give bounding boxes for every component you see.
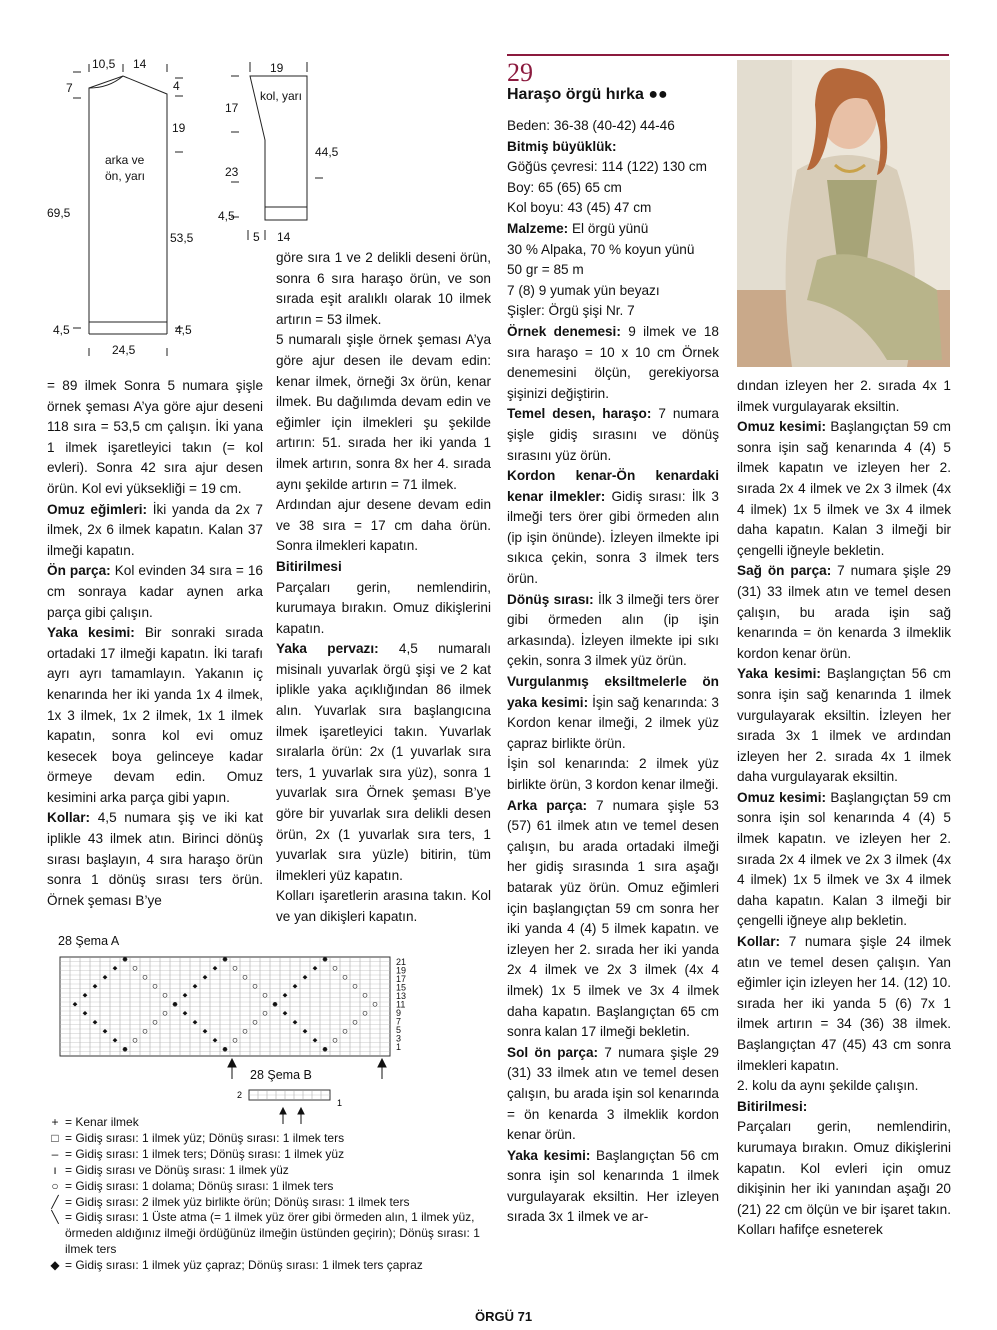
paragraph-heading: Sağ ön parça: [737, 563, 832, 579]
paragraph-text: 4,5 numara şiş ve iki kat iplikle 43 ilmek atın. Birinci dönüş sırası başlayın, 4 sıra haraşo örün sonra 1 dönüş sırası ters örün. Örnek şeması B’ye [47, 810, 263, 908]
paragraph [507, 281, 719, 302]
arrow-icon [228, 1059, 236, 1067]
legend-item [45, 1147, 485, 1163]
page-footer: ÖRGÜ 71 [475, 1309, 533, 1324]
legend-text: = Gidiş sırası: 1 Üste atma (= 1 ilmek yüz örer gibi örmeden alın, 1 ilmek yüz, örmeden aldığınız ilmeği ördüğünüz ilmeğin üstünden geçirin); Dönüş sırası: 1 ilmek ters [65, 1210, 480, 1257]
sleeve-schematic [215, 52, 345, 252]
pattern-title: Haraşo örgü hırka ●● [507, 86, 668, 103]
diamond-icon [83, 993, 88, 997]
paragraph-text: Bir sonraki sırada ortadaki 17 ilmeği kapatın. İki tarafı ayrı ayrı tamamlayın. Yakanın iç kenarında her iki yanda 1x 4 ilmek, 1x 3 ilmek, 1x 2 ilmek, 1x 1 ilmek kapatın, sonra kol evi omuz kesecek boya gelinceye kadar örmeye devam edin. Omuz kesimini arka parça gibi yapın. [47, 625, 264, 805]
paragraph [507, 796, 719, 1043]
circle-icon [363, 993, 367, 997]
circle-icon [143, 975, 147, 979]
chart-a-row-number: 1 [396, 1042, 402, 1052]
circle-icon [233, 1038, 237, 1042]
paragraph [507, 466, 719, 590]
pattern-number: 29 [507, 58, 533, 87]
diamond-icon [283, 993, 288, 997]
paragraph-heading: Ön parça: [47, 563, 111, 579]
paragraph-text: Boy: 65 (65) 65 cm [507, 179, 622, 195]
circle-icon [163, 993, 167, 997]
paragraph-text: Başlangıçtan 59 cm sonra işin sağ kenarında 4 (4) 5 ilmek kapatın ve izleyen her 2. sırada 2x 4 ilmek ve 2x 3 ilmek (4x 4 ilmek) 1x 5 ilmek ve 3x 4 ilmek daha kapatın. Kalan 3 ilmeği bir çengelli iğneyle bekletin. [737, 419, 951, 558]
diamond-icon [113, 966, 118, 970]
paragraph [276, 495, 491, 557]
text-column-1 [47, 376, 263, 911]
sleeve-measure-total: 44,5 [315, 145, 339, 159]
paragraph [276, 578, 491, 640]
diamond-icon [283, 1011, 288, 1015]
circle-icon [133, 966, 137, 970]
sleeve-measure-upper: 17 [225, 101, 239, 115]
piece-label-line2: ön, yarı [105, 169, 146, 183]
legend-item [45, 1195, 485, 1211]
paragraph-text: Gidiş sırası: İlk 3 ilmeği ters örer gibi örmeden alın (ip işin önünde). İzleyen ilmekte ipi sıkıca çekin, sonra 3 ilmek ters örün. [507, 488, 719, 587]
paragraph [507, 672, 719, 754]
measure-shoulder: 4 [173, 79, 180, 93]
paragraph-text: İşin sol kenarında: 2 ilmek yüz birlikte örün, 3 kordon kenar ilmeği. [507, 756, 719, 792]
backslash-icon: ╲ [51, 1210, 59, 1225]
paragraph [737, 1076, 951, 1097]
paragraph [507, 590, 719, 672]
paragraph-heading: Arka parça: [507, 797, 588, 813]
legend-item [45, 1115, 485, 1131]
circle-icon [343, 1029, 347, 1033]
paragraph [737, 376, 951, 417]
diamond-icon [303, 975, 308, 979]
paragraph-text: Kol boyu: 43 (45) 47 cm [507, 200, 652, 216]
diamond-icon [73, 1002, 78, 1006]
model-photo [737, 60, 950, 367]
paragraph-text: 7 numara şişle 24 ilmek atın ve temel desen çalışın. Yan eğimler için izleyen her 14. (12) 10. sırada her iki yanda 5 (6) 7x 1 ilmek artırın = 34 (36) 38 ilmek. Başlangıçtan 47 (45) 43 cm sonra ilmekleri kapatın. [737, 934, 951, 1073]
diamond-icon [203, 1029, 208, 1033]
chart-a-row-number: 11 [396, 999, 406, 1010]
chart-a-row-number: 9 [396, 1008, 402, 1018]
paragraph [507, 240, 719, 261]
paragraph-text: = 89 ilmek Sonra 5 numara şişle örnek şeması A’ya göre ajur deseni 118 sıra = 53,5 cm çalışın. İki yana 1 ilmek işaretleyici takın (= kol evleri). Sonra 42 sıra ajur desen örün. Kol evi yüksekliği = 19 cm. [47, 378, 263, 496]
paragraph [276, 330, 491, 495]
paragraph [507, 260, 719, 281]
paragraph-heading: Omuz kesimi: [737, 419, 826, 435]
dash-icon: – [51, 1146, 59, 1161]
paragraph [737, 788, 951, 932]
paragraph [276, 639, 491, 886]
legend-text: = Kenar ilmek [65, 1115, 139, 1129]
paragraph-heading: Dönüş sırası: [507, 591, 594, 607]
legend-text: = Gidiş sırası ve Dönüş sırası: 1 ilmek yüz [65, 1162, 289, 1177]
paragraph-text: 7 (8) 9 yumak yün beyazı [507, 282, 660, 298]
arrow-icon [298, 1108, 304, 1114]
paragraph-text: 7 numara şişle gidiş sırasını ve dönüş sırasını yüz örün. [507, 406, 719, 463]
diamond-icon [293, 1020, 298, 1024]
paragraph-heading: Vurgulanmış eksiltmelerle ön yaka kesimi: [507, 674, 719, 710]
measure-total-height: 69,5 [47, 206, 71, 220]
paragraph [507, 198, 719, 219]
paragraph-heading: Yaka kesimi: [737, 666, 821, 682]
paragraph [276, 886, 491, 927]
paragraph-text: Başlangıçtan 59 cm sonra işin sol kenarında 4 (4) 5 ilmek kapatın. ve izleyen her 2. sırada 2x 4 ilmek ve 2x 3 ilmek (4x 4 ilmek) 1x 5 ilmek ve 3x 4 ilmek daha kapatın. Kalan 3 ilmeği bir çengelli iğneye alıp bekletin. [737, 789, 951, 929]
circle-icon [353, 1020, 357, 1024]
paragraph-text: Parçaları gerin, nemlendirin, kurumaya bırakın. Omuz dikişlerini kapatın. [276, 579, 491, 636]
paragraph-heading: Omuz kesimi: [737, 789, 826, 805]
paragraph-text: Başlangıçtan 56 cm sonra işin sol kenarında 1 ilmek vurgulayarak eksiltin. Her izleyen sırada 3x 1 ilmek ve ar- [507, 1147, 720, 1225]
diamond-icon [93, 1020, 98, 1024]
paragraph [47, 623, 263, 808]
circle-icon [243, 1029, 247, 1033]
legend-item [45, 1210, 485, 1258]
circle-icon [153, 984, 157, 988]
paragraph [507, 404, 719, 466]
slash-icon: ╱ [51, 1194, 59, 1209]
circle-icon [233, 966, 237, 970]
measure-armhole: 19 [172, 121, 186, 135]
diamond-icon [193, 984, 198, 988]
diamond-icon [313, 966, 318, 970]
chart-a-title: 28 Şema A [58, 934, 120, 948]
chart-a-row-number: 15 [396, 982, 407, 993]
circle-icon [153, 1020, 157, 1024]
legend-item [45, 1258, 485, 1274]
paragraph [737, 664, 951, 788]
paragraph-heading: Yaka kesimi: [507, 1147, 591, 1163]
paragraph-text: İlk 3 ilmeği ters örer gibi örmeden alın (ip işin arkasında). İzleyen ilmekte ipi sıkı çekin, sonra 3 ilmek yüz örün. [507, 591, 719, 669]
piece-label-line1: arka ve [105, 153, 145, 167]
paragraph-heading: Kordon kenar-Ön kenardaki kenar ilmekler: [507, 468, 719, 504]
chart-a-grid [58, 955, 428, 1085]
diamond-icon [213, 1038, 218, 1042]
paragraph [737, 417, 951, 561]
paragraph-text: Başlangıçtan 56 cm sonra işin sağ kenarında 1 ilmek vurgulayarak eksiltin. İzleyen her sırada 3x 1 ilmek ve ardından izleyen her 2. sırada 4x 1 ilmek daha vurgulayarak eksiltin. [737, 666, 952, 785]
paragraph-heading: Kollar: [737, 934, 781, 950]
measure-neck: 7 [66, 81, 73, 95]
arrow-icon [280, 1108, 286, 1114]
diamond-icon [313, 1038, 318, 1042]
text-column-2 [276, 248, 491, 928]
diamond-icon [203, 975, 208, 979]
paragraph [47, 500, 263, 562]
chart-a-row-number: 13 [396, 991, 407, 1001]
paragraph [47, 561, 263, 623]
measure-rib-left: 4,5 [53, 323, 70, 337]
measure-bottom-width: 24,5 [112, 343, 136, 357]
legend-text: = Gidiş sırası: 1 dolama; Dönüş sırası: 1 ilmek ters [65, 1178, 334, 1193]
diamond-icon [83, 1011, 88, 1015]
circle-icon [373, 1002, 377, 1006]
circle-icon [333, 1038, 337, 1042]
sleeve-measure-bottom-left: 5 [253, 230, 260, 244]
paragraph-heading: Bitirilmesi [276, 558, 342, 574]
paragraph-text: Ardından ajur desene devam edin ve 38 sıra = 17 cm daha örün. Sonra ilmekleri kapatın. [276, 497, 491, 554]
paragraph-text: Beden: 36-38 (40-42) 44-46 [507, 118, 675, 133]
paragraph-text: İşin sağ kenarında: 3 Kordon kenar ilmeği, 2 ilmek yüz çapraz birlikte örün. [507, 694, 719, 751]
paragraph [737, 932, 951, 1076]
paragraph-heading: Malzeme: [507, 220, 569, 236]
circle-icon [163, 1011, 167, 1015]
sleeve-measure-cuff: 4,5 [218, 209, 235, 223]
paragraph [507, 137, 719, 158]
measure-top-right: 14 [133, 57, 147, 71]
legend-item [45, 1163, 485, 1179]
chart-a-row-number: 17 [396, 974, 407, 984]
circle-icon [143, 1029, 147, 1033]
paragraph [276, 248, 491, 330]
chart-a-row-number: 5 [396, 1025, 402, 1035]
body-schematic [45, 52, 205, 362]
square-icon: □ [51, 1130, 59, 1145]
legend-text: = Gidiş sırası: 1 ilmek ters; Dönüş sırası: 1 ilmek yüz [65, 1146, 345, 1161]
circle-icon [263, 993, 267, 997]
paragraph [737, 561, 951, 664]
legend-text: = Gidiş sırası: 2 ilmek yüz birlikte örün; Dönüş sırası: 1 ilmek ters [65, 1194, 410, 1209]
paragraph-heading: Bitmiş büyüklük: [507, 138, 617, 154]
paragraph-text: 7 numara şişle 53 (57) 61 ilmek atın ve temel desen çalışın, bu arada ortadaki ilmeği her gidiş sırasında 1 sıra aşağı batarak yüz örün. Omuz eğimleri için başlangıçtan 59 cm sonra her iki yanda 4 (4) 5 ilmek kapatın. ve izleyen her 2. sırada her iki yanda 2x 4 ilmek ve 2x 3 ilmek (4x 4 ilmek) 1x 5 ilmek ve 3x 4 ilmek daha kapatın. Başlangıçtan 65 cm sonra kalan 17 ilmeği bekletin. [507, 797, 719, 1040]
paragraph-text: 7 numara şişle 29 (31) 33 ilmek atın ve temel desen çalışın, bu arada işin sağ kenarında = ön kenarda 3 ilmeklik kordon kenar örün. [737, 563, 951, 661]
paragraph-heading: Temel desen, haraşo: [507, 406, 652, 422]
measure-body-height: 53,5 [170, 231, 194, 245]
sleeve-measure-top: 19 [270, 61, 284, 75]
paragraph [507, 754, 719, 795]
circle-icon [353, 984, 357, 988]
diamond-icon [103, 1029, 108, 1033]
text-column-4 [737, 376, 951, 1241]
paragraph [507, 219, 719, 240]
paragraph [507, 116, 719, 137]
diamond-icon [183, 993, 188, 997]
paragraph-text: 2. kolu da aynı şekilde çalışın. [737, 1078, 919, 1094]
circle-icon [343, 975, 347, 979]
paragraph [276, 557, 491, 578]
sleeve-measure-lower: 23 [225, 165, 239, 179]
paragraph-text: Parçaları gerin, nemlendirin, kurumaya bırakın. Omuz dikişlerini kapatın. Kol evleri için omuz dikişinin her iki yanından aşağı 20 (21) 22 cm ölçün ve bir işaret takın. Kolları hafifçe esneterek [737, 1119, 951, 1238]
paragraph-heading: Yaka kesimi: [47, 625, 135, 641]
paragraph-text: Göğüs çevresi: 114 (122) 130 cm [507, 159, 707, 175]
paragraph-heading: Örnek denemesi: [507, 323, 621, 339]
chart-b-left-number: 2 [237, 1090, 243, 1100]
chart-a-row-number: 19 [396, 965, 407, 976]
stitch-legend [45, 1115, 485, 1274]
paragraph-text: Kol evinden 34 sıra = 16 cm sonraya kadar aynen arka parça gibi çalışın. [47, 563, 263, 620]
circle-icon [263, 1011, 267, 1015]
diamond-icon [213, 966, 218, 970]
chart-a-row-number: 3 [396, 1033, 402, 1044]
paragraph [737, 1117, 951, 1241]
paragraph-text: 5 numaralı şişle örnek şeması A’ya göre ajur desen ile devam edin: kenar ilmek, örneği 3x örün, kenar ilmek. Bu dağılımda devam edin ve eğimler için ilmekleri şu şekilde artırın: 51. sırada her iki yanda 1 ilmek artırın, sonra 8x her 4. sırada aynı şekilde artırın = 71 ilmek. [276, 332, 491, 492]
circle-icon [133, 1038, 137, 1042]
plus-icon: + [51, 1115, 59, 1129]
paragraph-text: 50 gr = 85 m [507, 262, 584, 278]
paragraph [507, 322, 719, 404]
sleeve-measure-bottom-right: 14 [277, 230, 291, 244]
paragraph-text: 4,5 numaralı misinalı yuvarlak örgü şişi ve 2 kat iplikle yaka açıklığından 86 ilmek alın. Yuvarlak sıra başlangıcına ilmek işaretleyici takın. Yuvarlak sıralarla örün: 2x (1 yuvarlak sıra ters, 1 yuvarlak sıra yüz), sonra 1 yuvarlak sıra Örnek şeması B’ye göre bir yuvarlak sıra delikli desen örün, 2x (1 yuvarlak sıra ters, 1 yuvarlak sıra yüzle) bitirin, tüm ilmekleri yüz kapatın. [276, 641, 491, 883]
paragraph [507, 178, 719, 199]
chart-a-row-number: 21 [396, 957, 407, 967]
measure-rib-right: 4,5 [175, 323, 192, 337]
circle-icon: ○ [51, 1178, 59, 1193]
paragraph-text: dından izleyen her 2. sırada 4x 1 ilmek vurgulayarak eksiltin. [737, 378, 951, 414]
chart-b-title: 28 Şema B [250, 1068, 312, 1082]
paragraph-heading: Yaka pervazı: [276, 641, 379, 657]
paragraph-text: Kolları işaretlerin arasına takın. Kol ve yan dikişleri kapatın. [276, 888, 491, 924]
paragraph-text: göre sıra 1 ve 2 delikli deseni örün, sonra 6 sıra haraşo örün, ve son sırada eşit aralıklı olarak 10 ilmek artırın = 53 ilmek. [276, 250, 491, 327]
circle-icon [253, 1020, 257, 1024]
diamond-icon [93, 984, 98, 988]
paragraph-heading: Kollar: [47, 810, 91, 826]
legend-text: = Gidiş sırası: 1 ilmek yüz çapraz; Dönüş sırası: 1 ilmek ters çapraz [65, 1258, 423, 1273]
paragraph-text: İki yanda da 2x 7 ilmek, 2x 6 ilmek kapatın. Kalan 37 ilmeği kapatın. [47, 501, 263, 558]
diamond-icon [183, 1011, 188, 1015]
diamond-icon [103, 975, 108, 979]
text-column-3 [507, 116, 719, 1228]
circle-icon [253, 984, 257, 988]
chart-b-right-number: 1 [337, 1098, 343, 1108]
diamond-icon [293, 984, 298, 988]
legend-item [45, 1179, 485, 1195]
header-rule [507, 54, 949, 56]
diamond-icon [303, 1029, 308, 1033]
paragraph [507, 1043, 719, 1146]
paragraph [47, 808, 263, 911]
paragraph-heading: Bitirilmesi: [737, 1098, 808, 1114]
paragraph-heading: Omuz eğimleri: [47, 501, 148, 517]
diamond-icon [113, 1038, 118, 1042]
chart-a-row-number: 7 [396, 1016, 402, 1027]
circle-icon [333, 966, 337, 970]
diamond-icon: ◆ [50, 1258, 60, 1273]
paragraph-text: El örgü yünü [568, 220, 649, 236]
paragraph [507, 157, 719, 178]
paragraph [47, 376, 263, 500]
paragraph [507, 1146, 719, 1228]
paragraph [737, 1097, 951, 1118]
circle-icon [243, 975, 247, 979]
paragraph-text: 7 numara şişle 29 (31) 33 ilmek atın ve temel desen çalışın, bu arada işin sol kenarında = ön kenarda 3 ilmeklik kordon kenar örün. [507, 1044, 719, 1143]
arrow-icon [378, 1059, 386, 1067]
measure-top-left: 10,5 [92, 57, 116, 71]
paragraph-heading: Sol ön parça: [507, 1044, 599, 1060]
legend-item [45, 1131, 485, 1147]
paragraph-text: 9 ilmek ve 18 sıra haraşo = 10 x 10 cm Örnek denemesini ölçün, gerekiyorsa şişinizi değiştirin. [507, 323, 719, 401]
paragraph [507, 301, 719, 322]
paragraph-text: Şişler: Örgü şişi Nr. 7 [507, 303, 635, 319]
paragraph-text: 30 % Alpaka, 70 % koyun yünü [507, 241, 695, 257]
diamond-icon [193, 1020, 198, 1024]
legend-text: = Gidiş sırası: 1 ilmek yüz; Dönüş sırası: 1 ilmek ters [65, 1130, 345, 1145]
vertical-bar-icon: ı [53, 1162, 57, 1177]
circle-icon [363, 1011, 367, 1015]
sleeve-label: kol, yarı [260, 89, 303, 103]
